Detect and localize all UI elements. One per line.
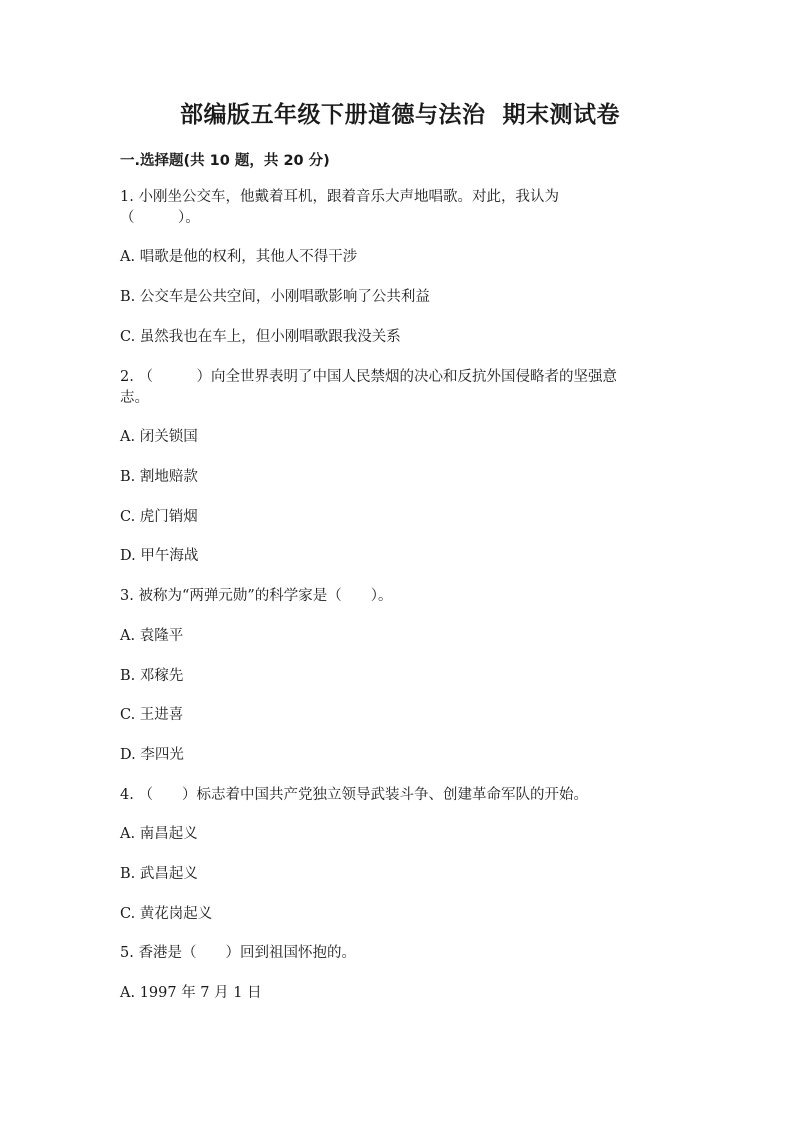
question-3-option-a: A. 袁隆平 bbox=[120, 628, 184, 644]
question-3-option-b: B. 邓稼先 bbox=[120, 668, 184, 684]
question-2-option-c: C. 虎门销烟 bbox=[120, 509, 198, 525]
question-2-stem-line-1: 2. （ ）向全世界表明了中国人民禁烟的决心和反抗外国侵略者的坚强意 bbox=[120, 369, 617, 385]
question-5-stem: 5. 香港是（ ）回到祖国怀抱的。 bbox=[120, 945, 356, 961]
question-1-option-a: A. 唱歌是他的权利，其他人不得干涉 bbox=[120, 249, 358, 265]
question-2-stem-line-2: 志。 bbox=[120, 390, 149, 406]
page-title: 部编版五年级下册道德与法治 期末测试卷 bbox=[179, 102, 620, 128]
question-3-option-c: C. 王进喜 bbox=[120, 707, 184, 723]
question-4-option-a: A. 南昌起义 bbox=[120, 826, 198, 842]
question-4-stem: 4. （ ）标志着中国共产党独立领导武装斗争、创建革命军队的开始。 bbox=[120, 787, 588, 803]
question-1-stem-line-2: （ ）。 bbox=[120, 210, 200, 226]
question-5-option-a: A. 1997 年 7 月 1 日 bbox=[120, 985, 262, 1001]
question-4-option-c: C. 黄花岗起义 bbox=[120, 906, 213, 922]
section-heading: 一.选择题(共 10 题，共 20 分) bbox=[120, 153, 330, 169]
question-4-option-b: B. 武昌起义 bbox=[120, 866, 198, 882]
question-1-option-b: B. 公交车是公共空间，小刚唱歌影响了公共利益 bbox=[120, 289, 430, 305]
question-2-option-b: B. 割地赔款 bbox=[120, 469, 198, 485]
question-1-option-c: C. 虽然我也在车上，但小刚唱歌跟我没关系 bbox=[120, 329, 401, 345]
question-3-stem: 3. 被称为“两弹元勋”的科学家是（ ）。 bbox=[120, 588, 393, 604]
question-1-stem-line-1: 1. 小刚坐公交车，他戴着耳机，跟着音乐大声地唱歌。对此，我认为 bbox=[120, 189, 559, 205]
question-3-option-d: D. 李四光 bbox=[120, 747, 184, 763]
question-2-option-d: D. 甲午海战 bbox=[120, 548, 199, 564]
question-2-option-a: A. 闭关锁国 bbox=[120, 429, 198, 445]
